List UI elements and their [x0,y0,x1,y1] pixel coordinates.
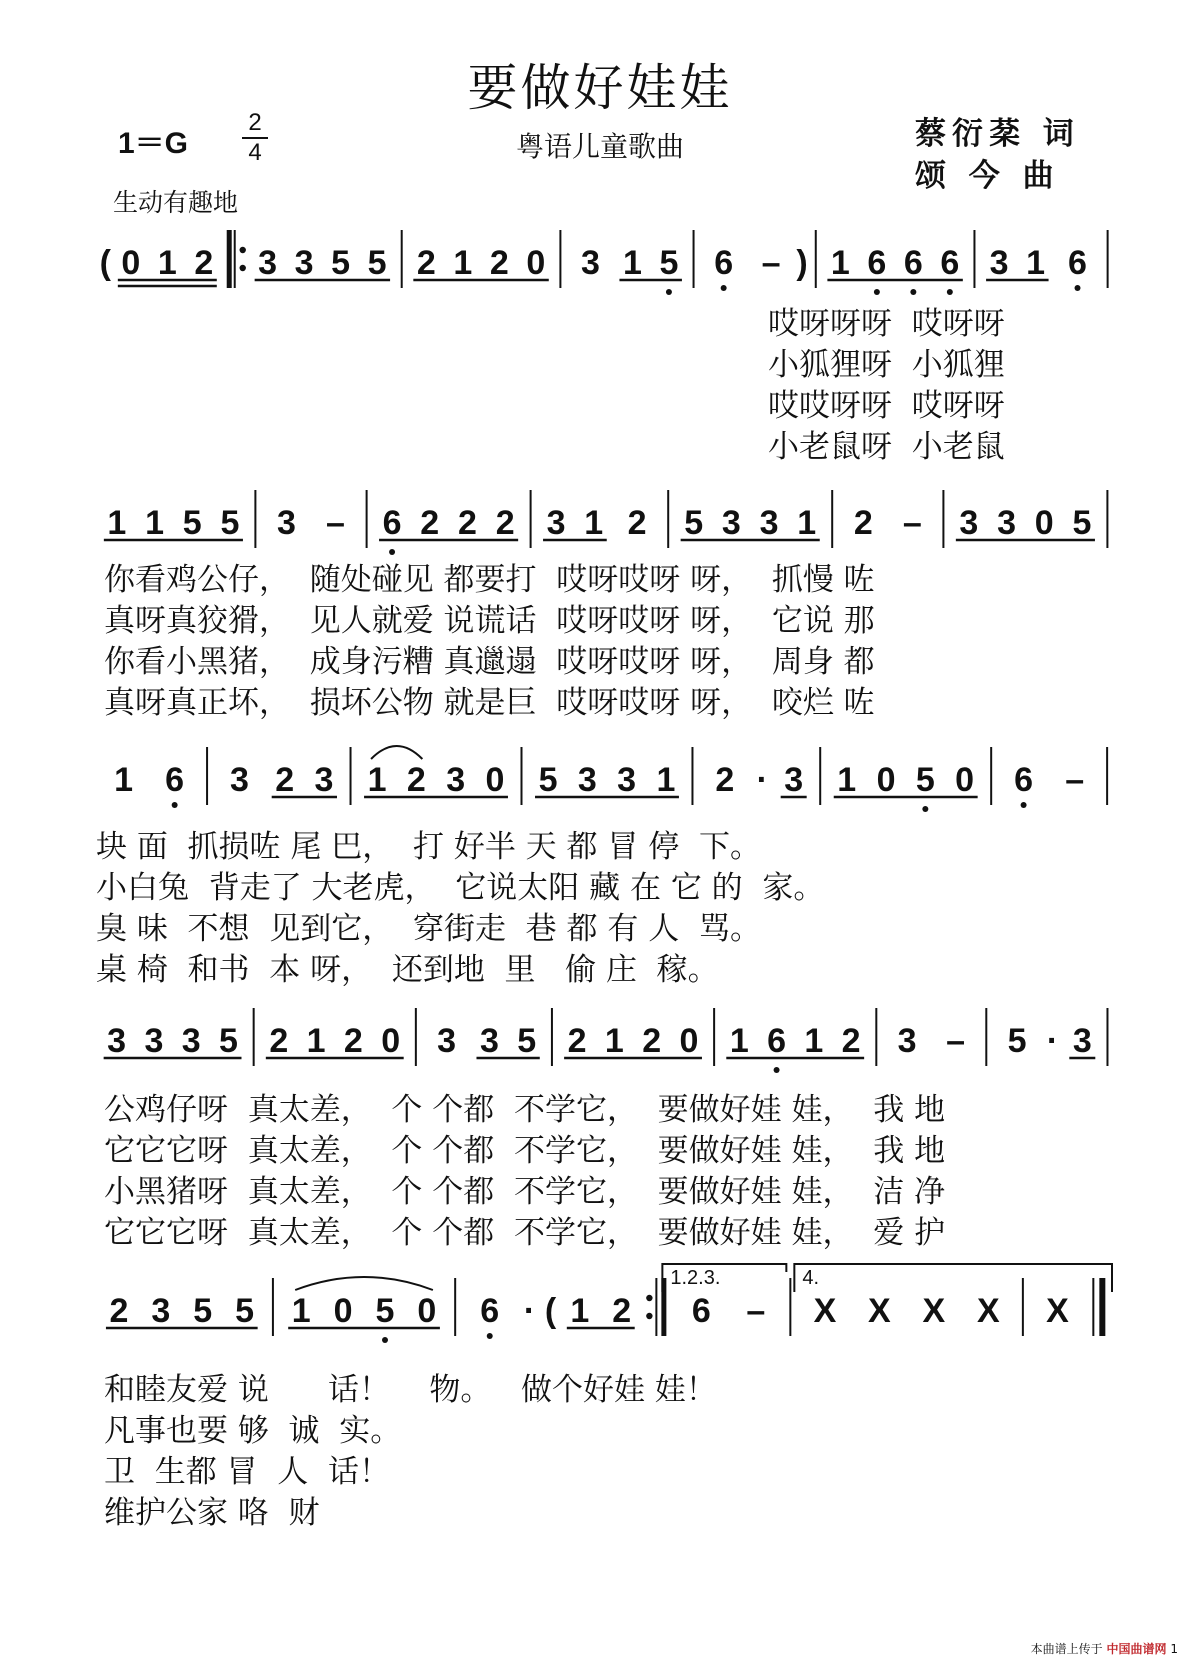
note: 3 [581,244,600,282]
note: 5 [517,1022,537,1060]
volta-bracket [662,1264,786,1292]
note: 5 [538,761,558,799]
note: 2 [612,1292,632,1330]
note: 6 [714,244,734,282]
lyric-line: 小黑猪呀 真太差， 个 个都 不学它， 要做好娃 娃， 洁 净 [104,1174,946,1210]
note: 3 [294,244,314,282]
note: 3 [1072,1022,1092,1060]
note: 3 [144,1022,164,1060]
lower-octave-dot [947,289,953,295]
note: 0 [121,244,141,282]
tempo-marking: 生动有趣地 [113,188,239,217]
note: 3 [480,1022,499,1060]
notation-staff [96,988,1116,1098]
note: 0 [876,761,896,799]
dash-extension: – [946,1022,966,1060]
parenthesis: ) [796,244,808,282]
dot-extension: · [1046,1022,1059,1060]
note: X [976,1292,1000,1330]
note: 2 [420,504,440,542]
note: 5 [915,761,935,799]
note: 1 [367,761,387,799]
footer [1031,1640,1178,1657]
slur-mark [295,1277,433,1290]
lower-octave-dot [721,285,727,291]
note: 1 [114,761,134,799]
note: 3 [897,1022,917,1060]
note: 3 [997,504,1017,542]
time-signature [240,110,270,166]
note: 2 [109,1292,129,1330]
note: 3 [784,761,804,799]
note: 2 [715,761,735,799]
note: 1 [604,1022,624,1060]
note: 6 [165,761,185,799]
note: 6 [767,1022,787,1060]
dash-extension: – [761,244,781,282]
lower-octave-dot [487,1333,493,1339]
note: 3 [437,1022,457,1060]
note: 1 [622,244,642,282]
score-system [96,727,1116,837]
note: 1 [830,244,850,282]
note: 0 [1034,504,1054,542]
note: 1 [570,1292,590,1330]
note: 5 [331,244,351,282]
lyric-line: 小狐狸呀 小狐狸 [768,347,1005,383]
lyric-line: 卫 生都 冒 人 话！ [104,1454,390,1490]
lyric-line: 维护公家 咯 财 [104,1495,320,1531]
note: 5 [1072,504,1092,542]
lower-octave-dot [774,1067,780,1073]
note: 1 [1026,244,1046,282]
note: 3 [577,761,597,799]
note: 5 [659,244,679,282]
note: 3 [151,1292,171,1330]
score-system [96,1258,1116,1368]
notation-staff [96,1258,1116,1368]
lyric-line: 哎呀呀呀 哎呀呀 [768,306,1005,342]
note: 6 [867,244,887,282]
lower-octave-dot [172,802,178,808]
note: 3 [546,504,566,542]
lower-octave-dot [922,806,928,812]
dash-extension: – [902,504,922,542]
lyric-line: 和睦友爱 说 话！ 物。 做个好娃 娃！ [104,1372,717,1408]
score-system [96,988,1116,1098]
lyric-line: 真呀真正坏， 损坏公物 就是巨 哎呀哎呀 呀， 咬烂 咗 [104,685,875,721]
note: 3 [181,1022,201,1060]
key-signature: 1＝G [118,127,189,160]
time-signature-bottom: 4 [248,139,262,166]
note: 5 [220,504,240,542]
time-signature-top: 2 [248,109,262,136]
dash-extension: – [1065,761,1085,799]
lyric-line: 真呀真狡猾， 见人就爱 说谎话 哎呀哎呀 呀， 它说 那 [104,603,875,639]
volta-bracket [794,1264,1112,1292]
parenthesis: ( [544,1292,557,1330]
song-title: 要做好娃娃 [467,59,733,117]
note: 6 [940,244,960,282]
note: 5 [219,1022,238,1060]
note: 3 [617,761,637,799]
lyrics-block [0,1090,1200,1254]
lyric-line: 凡事也要 够 诚 实。 [104,1413,402,1449]
note: 6 [903,244,923,282]
note: 5 [235,1292,255,1330]
final-barline [1093,1278,1105,1336]
slur-mark [371,746,422,759]
lyrics-block [0,827,1200,991]
note: 5 [375,1292,395,1330]
lower-octave-dot [874,289,880,295]
note: 3 [989,244,1009,282]
note: 5 [367,244,387,282]
note: 6 [1068,244,1087,282]
note: 1 [145,504,165,542]
site-name: 中国曲谱网 [1106,1642,1167,1656]
composer-credit: 颂 今 曲 [915,158,1060,194]
note: 1 [107,504,127,542]
note: 1 [656,761,676,799]
note: 3 [314,761,334,799]
note: 1 [729,1022,749,1060]
note: 6 [382,504,402,542]
note: X [922,1292,946,1330]
note: 5 [684,504,704,542]
note: 2 [567,1022,587,1060]
lyric-line: 小白兔 背走了 大老虎， 它说太阳 藏 在 它 的 家。 [96,870,825,906]
note: 5 [182,504,202,542]
note: 1 [453,244,473,282]
lyric-line: 块 面 抓损咗 尾 巴， 打 好半 天 都 冒 停 下。 [96,829,761,865]
dash-extension: – [746,1292,766,1330]
lyric-line: 桌 椅 和书 本 呀， 还到地 里 偷 庄 稼。 [96,952,719,988]
note: 1 [157,244,177,282]
lower-octave-dot [666,289,672,295]
note: 6 [691,1292,711,1330]
note: 0 [485,761,505,799]
note: 0 [333,1292,353,1330]
note: 6 [1014,761,1034,799]
note: 5 [193,1292,213,1330]
lyric-line: 哎哎呀呀 哎呀呀 [768,388,1005,424]
lyrics-block [0,560,1200,724]
note: 1 [584,504,604,542]
lyricist-credit: 蔡衍棻 词 [915,116,1080,152]
note: 0 [526,244,546,282]
lyric-line: 你看鸡公仔， 随处碰见 都要打 哎呀哎呀 呀， 抓慢 咗 [104,562,875,598]
dot-extension: · [756,761,768,799]
note: 3 [107,1022,127,1060]
note: X [813,1292,837,1330]
volta-label: 4. [802,1267,820,1289]
note: 2 [841,1022,861,1060]
note: 3 [959,504,979,542]
note: X [1046,1292,1069,1330]
note: 2 [853,504,873,542]
note: 2 [457,504,477,542]
note: 2 [194,244,214,282]
lower-octave-dot [382,1337,388,1343]
note: 1 [804,1022,824,1060]
song-subtitle: 粤语儿童歌曲 [515,130,684,163]
lower-octave-dot [1021,802,1027,808]
note: 3 [277,504,296,542]
volta-label: 1.2.3. [670,1267,721,1289]
note: 0 [417,1292,437,1330]
note: 2 [406,761,426,799]
note: 2 [343,1022,363,1060]
note: 0 [679,1022,699,1060]
note: 3 [230,761,249,799]
upload-text: 本曲谱上传于 [1030,1642,1103,1656]
note: 3 [258,244,278,282]
note: 2 [495,504,515,542]
note: 2 [642,1022,662,1060]
note: 2 [269,1022,289,1060]
dot-extension: · [523,1292,536,1330]
note: 1 [837,761,857,799]
note: 2 [416,244,436,282]
lower-octave-dot [1075,285,1081,291]
note: 2 [627,504,647,542]
note: 2 [275,761,295,799]
note: 1 [797,504,817,542]
note: 3 [759,504,779,542]
notation-staff [96,727,1116,837]
page-number: 1 [1170,1642,1178,1656]
lyric-line: 公鸡仔呀 真太差， 个 个都 不学它， 要做好娃 娃， 我 地 [104,1092,946,1128]
lyrics-block [0,1370,1200,1534]
lyric-line: 臭 味 不想 见到它， 穿街走 巷 都 有 人 骂。 [96,911,761,947]
lyric-line: 它它它呀 真太差， 个 个都 不学它， 要做好娃 娃， 我 地 [104,1133,946,1169]
lyrics-block [0,304,1200,468]
note: 6 [480,1292,500,1330]
lower-octave-dot [389,549,395,555]
note: X [868,1292,891,1330]
lyric-line: 它它它呀 真太差， 个 个都 不学它， 要做好娃 娃， 爱 护 [104,1215,946,1251]
lyric-line: 你看小黑猪， 成身污糟 真邋遢 哎呀哎呀 呀， 周身 都 [104,644,875,680]
note: 2 [489,244,509,282]
lower-octave-dot [910,289,916,295]
parenthesis: ( [99,244,111,282]
note: 0 [381,1022,401,1060]
lyric-line: 小老鼠呀 小老鼠 [768,429,1005,465]
note: 1 [291,1292,311,1330]
note: 0 [955,761,975,799]
note: 3 [721,504,741,542]
dash-extension: – [326,504,345,542]
note: 1 [306,1022,326,1060]
note: 5 [1007,1022,1027,1060]
note: 3 [446,761,466,799]
repeat-start-barline [227,230,246,288]
